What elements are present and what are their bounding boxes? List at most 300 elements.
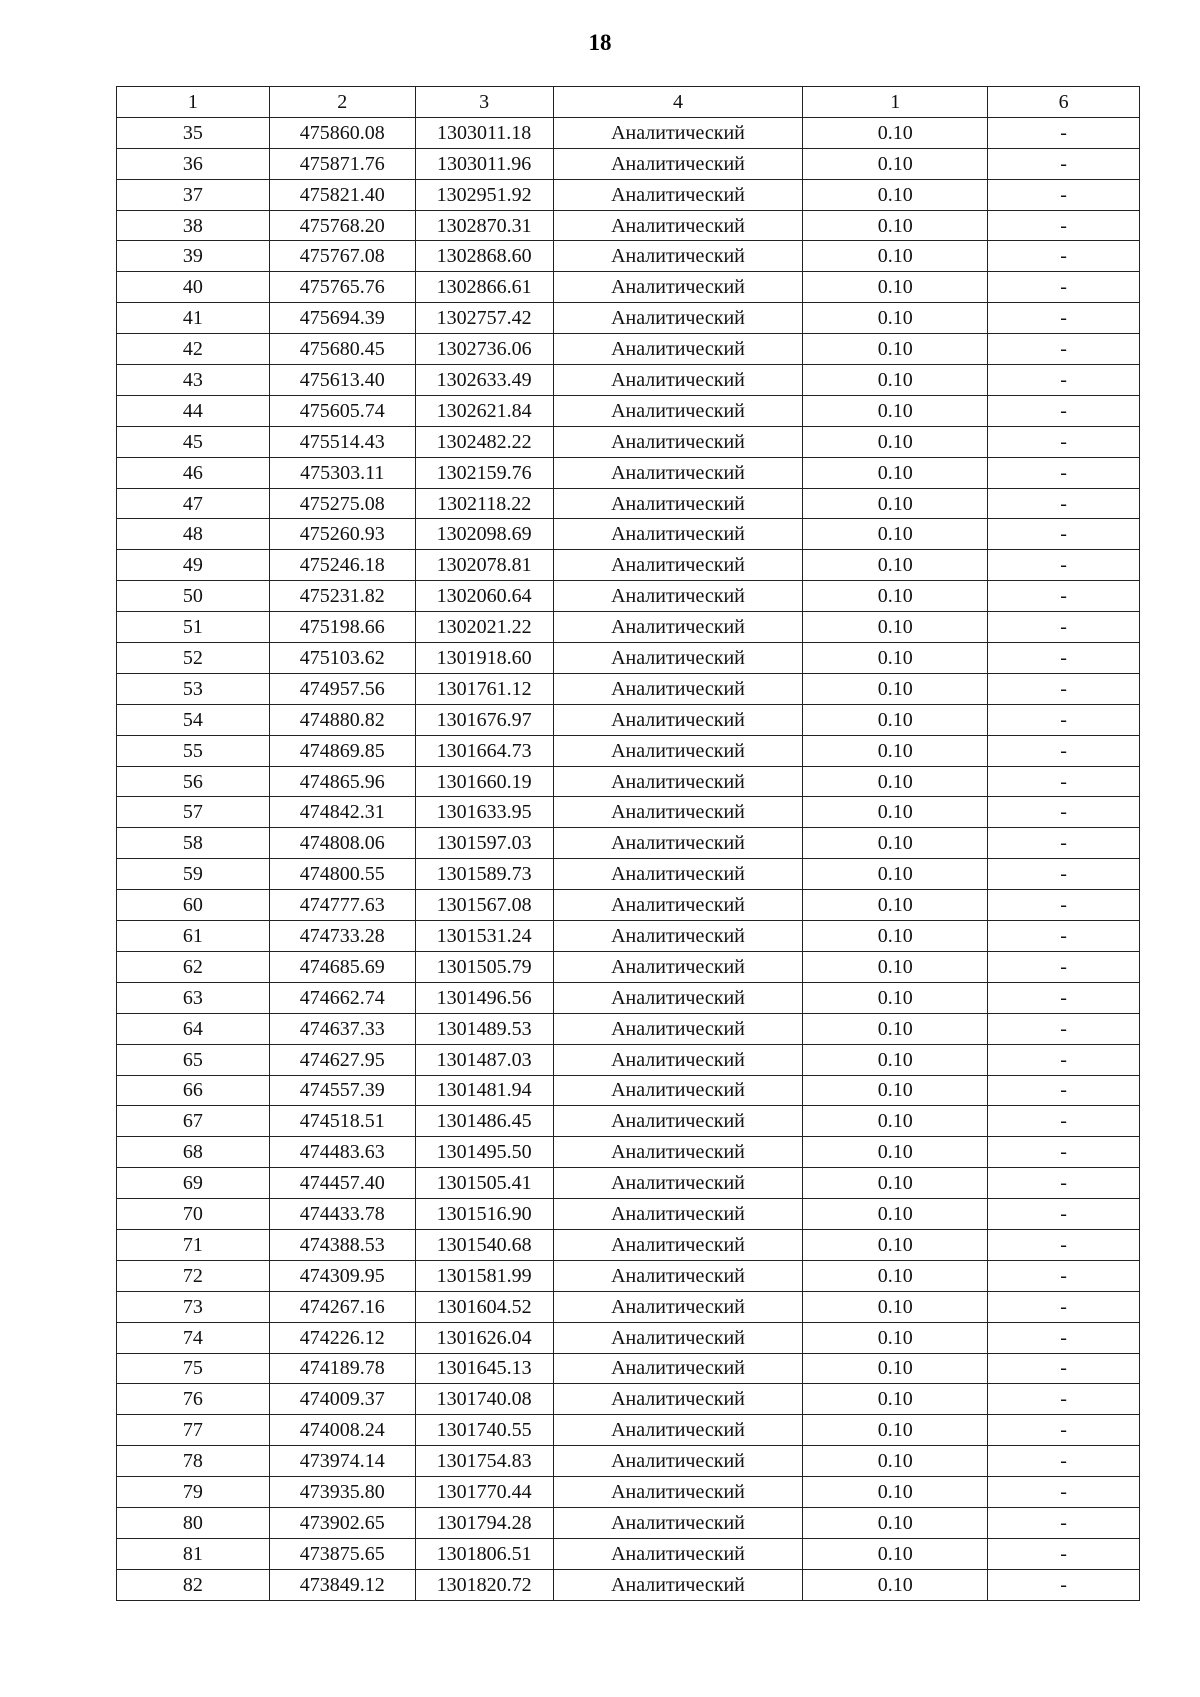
table-cell: 79 bbox=[117, 1477, 270, 1508]
table-cell: - bbox=[988, 1415, 1140, 1446]
table-cell: 1302868.60 bbox=[415, 241, 553, 272]
table-cell: 81 bbox=[117, 1538, 270, 1569]
table-row bbox=[117, 859, 1140, 890]
table-cell: 1302118.22 bbox=[415, 488, 553, 519]
table-row bbox=[117, 612, 1140, 643]
table-cell: - bbox=[988, 210, 1140, 241]
table-row bbox=[117, 735, 1140, 766]
table-row bbox=[117, 1075, 1140, 1106]
table-cell: Аналитический bbox=[553, 890, 803, 921]
table-cell: 475613.40 bbox=[269, 365, 415, 396]
table-cell: 475860.08 bbox=[269, 117, 415, 148]
table-cell: 473849.12 bbox=[269, 1569, 415, 1600]
table-cell: Аналитический bbox=[553, 148, 803, 179]
column-header: 1 bbox=[117, 87, 270, 118]
table-cell: 0.10 bbox=[803, 1538, 988, 1569]
table-cell: 473902.65 bbox=[269, 1507, 415, 1538]
table-cell: 474808.06 bbox=[269, 828, 415, 859]
table-cell: 1301604.52 bbox=[415, 1291, 553, 1322]
table-cell: 1301516.90 bbox=[415, 1199, 553, 1230]
table-cell: 1301794.28 bbox=[415, 1507, 553, 1538]
table-cell: Аналитический bbox=[553, 766, 803, 797]
table-row bbox=[117, 1291, 1140, 1322]
table-cell: 1301481.94 bbox=[415, 1075, 553, 1106]
table-cell: 39 bbox=[117, 241, 270, 272]
table-cell: 1301496.56 bbox=[415, 982, 553, 1013]
table-cell: 1301589.73 bbox=[415, 859, 553, 890]
table-cell: 1302633.49 bbox=[415, 365, 553, 396]
table-cell: Аналитический bbox=[553, 828, 803, 859]
table-cell: Аналитический bbox=[553, 519, 803, 550]
table-cell: - bbox=[988, 921, 1140, 952]
table-cell: 0.10 bbox=[803, 1477, 988, 1508]
table-cell: 475605.74 bbox=[269, 395, 415, 426]
table-cell: 474865.96 bbox=[269, 766, 415, 797]
table-cell: 475821.40 bbox=[269, 179, 415, 210]
table-cell: 474009.37 bbox=[269, 1384, 415, 1415]
table-row bbox=[117, 1168, 1140, 1199]
table-cell: 1301486.45 bbox=[415, 1106, 553, 1137]
table-cell: 1302482.22 bbox=[415, 426, 553, 457]
table-cell: Аналитический bbox=[553, 1415, 803, 1446]
table-cell: - bbox=[988, 643, 1140, 674]
table-cell: 473974.14 bbox=[269, 1446, 415, 1477]
table-cell: Аналитический bbox=[553, 303, 803, 334]
table-row bbox=[117, 1477, 1140, 1508]
table-row bbox=[117, 334, 1140, 365]
table-cell: 0.10 bbox=[803, 426, 988, 457]
table-cell: 53 bbox=[117, 673, 270, 704]
table-cell: 63 bbox=[117, 982, 270, 1013]
table-cell: 1301505.41 bbox=[415, 1168, 553, 1199]
table-row bbox=[117, 1446, 1140, 1477]
table-cell: 1301495.50 bbox=[415, 1137, 553, 1168]
table-cell: 0.10 bbox=[803, 643, 988, 674]
table-cell: 0.10 bbox=[803, 1075, 988, 1106]
table-cell: Аналитический bbox=[553, 1384, 803, 1415]
table-row bbox=[117, 982, 1140, 1013]
table-cell: Аналитический bbox=[553, 704, 803, 735]
table-cell: 1301633.95 bbox=[415, 797, 553, 828]
table-cell: 38 bbox=[117, 210, 270, 241]
table-cell: 475275.08 bbox=[269, 488, 415, 519]
table-cell: Аналитический bbox=[553, 951, 803, 982]
table-row bbox=[117, 303, 1140, 334]
table-cell: 40 bbox=[117, 272, 270, 303]
table-cell: 0.10 bbox=[803, 488, 988, 519]
table-cell: 0.10 bbox=[803, 828, 988, 859]
table-cell: Аналитический bbox=[553, 1446, 803, 1477]
table-cell: - bbox=[988, 241, 1140, 272]
table-cell: 55 bbox=[117, 735, 270, 766]
table-cell: Аналитический bbox=[553, 1106, 803, 1137]
table-cell: Аналитический bbox=[553, 1477, 803, 1508]
table-cell: 1301676.97 bbox=[415, 704, 553, 735]
table-cell: Аналитический bbox=[553, 859, 803, 890]
table-cell: 0.10 bbox=[803, 1569, 988, 1600]
table-cell: - bbox=[988, 519, 1140, 550]
table-cell: 0.10 bbox=[803, 272, 988, 303]
table-row bbox=[117, 673, 1140, 704]
table-cell: - bbox=[988, 1075, 1140, 1106]
table-cell: 1302757.42 bbox=[415, 303, 553, 334]
table-row bbox=[117, 1044, 1140, 1075]
table-cell: Аналитический bbox=[553, 210, 803, 241]
table-cell: 474733.28 bbox=[269, 921, 415, 952]
table-cell: Аналитический bbox=[553, 179, 803, 210]
table-cell: 0.10 bbox=[803, 766, 988, 797]
table-cell: 77 bbox=[117, 1415, 270, 1446]
table-cell: 1301531.24 bbox=[415, 921, 553, 952]
table-cell: - bbox=[988, 797, 1140, 828]
table-cell: - bbox=[988, 395, 1140, 426]
table-cell: 474518.51 bbox=[269, 1106, 415, 1137]
table-cell: 70 bbox=[117, 1199, 270, 1230]
table-cell: 0.10 bbox=[803, 1229, 988, 1260]
table-cell: 474483.63 bbox=[269, 1137, 415, 1168]
table-cell: Аналитический bbox=[553, 272, 803, 303]
table-row bbox=[117, 1137, 1140, 1168]
table-cell: - bbox=[988, 951, 1140, 982]
table-cell: 1301487.03 bbox=[415, 1044, 553, 1075]
table-cell: 62 bbox=[117, 951, 270, 982]
table-cell: 47 bbox=[117, 488, 270, 519]
table-row bbox=[117, 1353, 1140, 1384]
table-cell: 474957.56 bbox=[269, 673, 415, 704]
table-cell: 46 bbox=[117, 457, 270, 488]
table-cell: 0.10 bbox=[803, 735, 988, 766]
table-cell: 1303011.18 bbox=[415, 117, 553, 148]
table-cell: 0.10 bbox=[803, 890, 988, 921]
table-cell: - bbox=[988, 1291, 1140, 1322]
table-cell: 0.10 bbox=[803, 1415, 988, 1446]
table-cell: - bbox=[988, 488, 1140, 519]
table-cell: - bbox=[988, 890, 1140, 921]
table-cell: 1302866.61 bbox=[415, 272, 553, 303]
table-row bbox=[117, 241, 1140, 272]
table-cell: - bbox=[988, 612, 1140, 643]
table-cell: 474800.55 bbox=[269, 859, 415, 890]
table-cell: - bbox=[988, 426, 1140, 457]
table-cell: 35 bbox=[117, 117, 270, 148]
table-cell: 475680.45 bbox=[269, 334, 415, 365]
table-cell: - bbox=[988, 303, 1140, 334]
table-cell: Аналитический bbox=[553, 426, 803, 457]
table-cell: 475231.82 bbox=[269, 581, 415, 612]
table-cell: 475514.43 bbox=[269, 426, 415, 457]
table-cell: 60 bbox=[117, 890, 270, 921]
table-row bbox=[117, 148, 1140, 179]
table-cell: 0.10 bbox=[803, 921, 988, 952]
table-cell: 36 bbox=[117, 148, 270, 179]
table-cell: 0.10 bbox=[803, 334, 988, 365]
table-cell: - bbox=[988, 1507, 1140, 1538]
table-cell: 75 bbox=[117, 1353, 270, 1384]
table-cell: 54 bbox=[117, 704, 270, 735]
column-header: 3 bbox=[415, 87, 553, 118]
table-cell: Аналитический bbox=[553, 1322, 803, 1353]
table-cell: - bbox=[988, 1229, 1140, 1260]
table-row bbox=[117, 1507, 1140, 1538]
table-cell: 1302951.92 bbox=[415, 179, 553, 210]
table-row bbox=[117, 1538, 1140, 1569]
table-cell: 0.10 bbox=[803, 1291, 988, 1322]
table-cell: 474842.31 bbox=[269, 797, 415, 828]
table-cell: 474662.74 bbox=[269, 982, 415, 1013]
table-cell: 0.10 bbox=[803, 1507, 988, 1538]
table-row bbox=[117, 951, 1140, 982]
table-cell: 69 bbox=[117, 1168, 270, 1199]
table-cell: Аналитический bbox=[553, 1137, 803, 1168]
table-cell: - bbox=[988, 1569, 1140, 1600]
table-cell: 474869.85 bbox=[269, 735, 415, 766]
table-cell: 1301740.08 bbox=[415, 1384, 553, 1415]
table-cell: 0.10 bbox=[803, 1199, 988, 1230]
table-cell: 68 bbox=[117, 1137, 270, 1168]
table-cell: Аналитический bbox=[553, 1353, 803, 1384]
table-row bbox=[117, 704, 1140, 735]
table-cell: - bbox=[988, 735, 1140, 766]
table-cell: - bbox=[988, 1353, 1140, 1384]
table-cell: 0.10 bbox=[803, 1168, 988, 1199]
table-cell: 73 bbox=[117, 1291, 270, 1322]
table-cell: - bbox=[988, 179, 1140, 210]
table-cell: 474637.33 bbox=[269, 1013, 415, 1044]
table-cell: 0.10 bbox=[803, 519, 988, 550]
table-cell: 45 bbox=[117, 426, 270, 457]
table-cell: 475198.66 bbox=[269, 612, 415, 643]
table-cell: 474008.24 bbox=[269, 1415, 415, 1446]
table-header-row bbox=[117, 87, 1140, 118]
table-cell: - bbox=[988, 365, 1140, 396]
table-cell: 1302060.64 bbox=[415, 581, 553, 612]
table-row bbox=[117, 365, 1140, 396]
table-cell: 1301664.73 bbox=[415, 735, 553, 766]
table-cell: 1301754.83 bbox=[415, 1446, 553, 1477]
column-header: 2 bbox=[269, 87, 415, 118]
table-cell: 0.10 bbox=[803, 1260, 988, 1291]
table-cell: 43 bbox=[117, 365, 270, 396]
table-cell: 0.10 bbox=[803, 612, 988, 643]
table-cell: 475765.76 bbox=[269, 272, 415, 303]
table-row bbox=[117, 519, 1140, 550]
table-cell: Аналитический bbox=[553, 1538, 803, 1569]
table-cell: 0.10 bbox=[803, 673, 988, 704]
table-cell: 0.10 bbox=[803, 859, 988, 890]
coordinates-table bbox=[116, 86, 1140, 1601]
table-cell: 59 bbox=[117, 859, 270, 890]
table-cell: 474457.40 bbox=[269, 1168, 415, 1199]
table-cell: - bbox=[988, 1137, 1140, 1168]
table-cell: 474388.53 bbox=[269, 1229, 415, 1260]
table-cell: Аналитический bbox=[553, 1260, 803, 1291]
table-cell: Аналитический bbox=[553, 982, 803, 1013]
table-row bbox=[117, 921, 1140, 952]
table-row bbox=[117, 890, 1140, 921]
table-cell: Аналитический bbox=[553, 735, 803, 766]
table-cell: 1302621.84 bbox=[415, 395, 553, 426]
table-cell: - bbox=[988, 148, 1140, 179]
table-cell: 49 bbox=[117, 550, 270, 581]
table-cell: 475768.20 bbox=[269, 210, 415, 241]
table-cell: 56 bbox=[117, 766, 270, 797]
table-cell: 48 bbox=[117, 519, 270, 550]
table-cell: 474880.82 bbox=[269, 704, 415, 735]
table-cell: 78 bbox=[117, 1446, 270, 1477]
table-cell: - bbox=[988, 1477, 1140, 1508]
table-cell: 82 bbox=[117, 1569, 270, 1600]
table-cell: 474627.95 bbox=[269, 1044, 415, 1075]
table-cell: 1302736.06 bbox=[415, 334, 553, 365]
table-row bbox=[117, 766, 1140, 797]
table-cell: - bbox=[988, 1322, 1140, 1353]
table-cell: Аналитический bbox=[553, 1013, 803, 1044]
table-cell: 1301489.53 bbox=[415, 1013, 553, 1044]
table-cell: 58 bbox=[117, 828, 270, 859]
table-row bbox=[117, 1569, 1140, 1600]
table-cell: 0.10 bbox=[803, 951, 988, 982]
table-cell: 475103.62 bbox=[269, 643, 415, 674]
table-cell: 64 bbox=[117, 1013, 270, 1044]
table-cell: 474777.63 bbox=[269, 890, 415, 921]
table-cell: Аналитический bbox=[553, 1229, 803, 1260]
table-cell: 1301806.51 bbox=[415, 1538, 553, 1569]
table-cell: - bbox=[988, 1446, 1140, 1477]
table-row bbox=[117, 1384, 1140, 1415]
table-cell: Аналитический bbox=[553, 117, 803, 148]
table-row bbox=[117, 488, 1140, 519]
table-cell: 475694.39 bbox=[269, 303, 415, 334]
table-cell: 0.10 bbox=[803, 179, 988, 210]
table-cell: 474189.78 bbox=[269, 1353, 415, 1384]
table-cell: 0.10 bbox=[803, 1013, 988, 1044]
table-cell: - bbox=[988, 1538, 1140, 1569]
table-cell: 72 bbox=[117, 1260, 270, 1291]
table-cell: Аналитический bbox=[553, 1075, 803, 1106]
table-cell: Аналитический bbox=[553, 365, 803, 396]
table-cell: Аналитический bbox=[553, 1168, 803, 1199]
table-cell: 52 bbox=[117, 643, 270, 674]
table-cell: Аналитический bbox=[553, 1569, 803, 1600]
table-cell: 0.10 bbox=[803, 241, 988, 272]
table-cell: 41 bbox=[117, 303, 270, 334]
table-cell: - bbox=[988, 457, 1140, 488]
table-cell: Аналитический bbox=[553, 488, 803, 519]
table-cell: 0.10 bbox=[803, 117, 988, 148]
table-cell: 0.10 bbox=[803, 210, 988, 241]
table-row bbox=[117, 1260, 1140, 1291]
table-cell: 1303011.96 bbox=[415, 148, 553, 179]
table-cell: 1301918.60 bbox=[415, 643, 553, 674]
table-cell: - bbox=[988, 1044, 1140, 1075]
table-cell: 1301567.08 bbox=[415, 890, 553, 921]
table-cell: 61 bbox=[117, 921, 270, 952]
table-cell: Аналитический bbox=[553, 395, 803, 426]
table-cell: 0.10 bbox=[803, 1384, 988, 1415]
table-cell: 475303.11 bbox=[269, 457, 415, 488]
table-cell: - bbox=[988, 704, 1140, 735]
table-cell: Аналитический bbox=[553, 457, 803, 488]
table-cell: 1301740.55 bbox=[415, 1415, 553, 1446]
table-cell: - bbox=[988, 272, 1140, 303]
table-cell: Аналитический bbox=[553, 1199, 803, 1230]
table-body bbox=[117, 117, 1140, 1600]
table-cell: 1301505.79 bbox=[415, 951, 553, 982]
table-cell: 0.10 bbox=[803, 797, 988, 828]
table-cell: 66 bbox=[117, 1075, 270, 1106]
table-cell: 0.10 bbox=[803, 395, 988, 426]
table-cell: 473875.65 bbox=[269, 1538, 415, 1569]
table-cell: 475246.18 bbox=[269, 550, 415, 581]
table-cell: 0.10 bbox=[803, 1137, 988, 1168]
table-cell: 0.10 bbox=[803, 704, 988, 735]
table-cell: 474557.39 bbox=[269, 1075, 415, 1106]
table-row bbox=[117, 1322, 1140, 1353]
table-cell: 74 bbox=[117, 1322, 270, 1353]
table-cell: - bbox=[988, 1199, 1140, 1230]
table-cell: 1301660.19 bbox=[415, 766, 553, 797]
table-cell: 474685.69 bbox=[269, 951, 415, 982]
table-cell: 80 bbox=[117, 1507, 270, 1538]
table-cell: 1302159.76 bbox=[415, 457, 553, 488]
table-row bbox=[117, 828, 1140, 859]
table-cell: Аналитический bbox=[553, 673, 803, 704]
table-cell: 1301761.12 bbox=[415, 673, 553, 704]
table-cell: Аналитический bbox=[553, 1291, 803, 1322]
table-cell: 0.10 bbox=[803, 581, 988, 612]
table-cell: Аналитический bbox=[553, 921, 803, 952]
table-cell: - bbox=[988, 1168, 1140, 1199]
table-row bbox=[117, 1106, 1140, 1137]
table-cell: - bbox=[988, 334, 1140, 365]
table-cell: 474226.12 bbox=[269, 1322, 415, 1353]
table-cell: 0.10 bbox=[803, 303, 988, 334]
table-row bbox=[117, 581, 1140, 612]
table-cell: 51 bbox=[117, 612, 270, 643]
table-cell: 1301540.68 bbox=[415, 1229, 553, 1260]
table-cell: 475260.93 bbox=[269, 519, 415, 550]
table-cell: 0.10 bbox=[803, 457, 988, 488]
table-cell: Аналитический bbox=[553, 612, 803, 643]
table-cell: Аналитический bbox=[553, 797, 803, 828]
table-row bbox=[117, 457, 1140, 488]
table-cell: 0.10 bbox=[803, 1446, 988, 1477]
table-cell: 1301581.99 bbox=[415, 1260, 553, 1291]
table-row bbox=[117, 426, 1140, 457]
table-cell: 44 bbox=[117, 395, 270, 426]
column-header: 4 bbox=[553, 87, 803, 118]
table-cell: 474309.95 bbox=[269, 1260, 415, 1291]
page-number: 18 bbox=[588, 30, 612, 55]
table-cell: 1302078.81 bbox=[415, 550, 553, 581]
table-cell: 76 bbox=[117, 1384, 270, 1415]
table-cell: - bbox=[988, 766, 1140, 797]
table-row bbox=[117, 550, 1140, 581]
table-cell: 0.10 bbox=[803, 1106, 988, 1137]
table-cell: Аналитический bbox=[553, 1507, 803, 1538]
table-cell: Аналитический bbox=[553, 334, 803, 365]
table-cell: 1301645.13 bbox=[415, 1353, 553, 1384]
table-cell: Аналитический bbox=[553, 581, 803, 612]
table-cell: 1302098.69 bbox=[415, 519, 553, 550]
table-cell: Аналитический bbox=[553, 643, 803, 674]
table-cell: - bbox=[988, 550, 1140, 581]
table-cell: 57 bbox=[117, 797, 270, 828]
column-header: 1 bbox=[803, 87, 988, 118]
table-cell: 474267.16 bbox=[269, 1291, 415, 1322]
table-cell: - bbox=[988, 1106, 1140, 1137]
table-cell: 474433.78 bbox=[269, 1199, 415, 1230]
